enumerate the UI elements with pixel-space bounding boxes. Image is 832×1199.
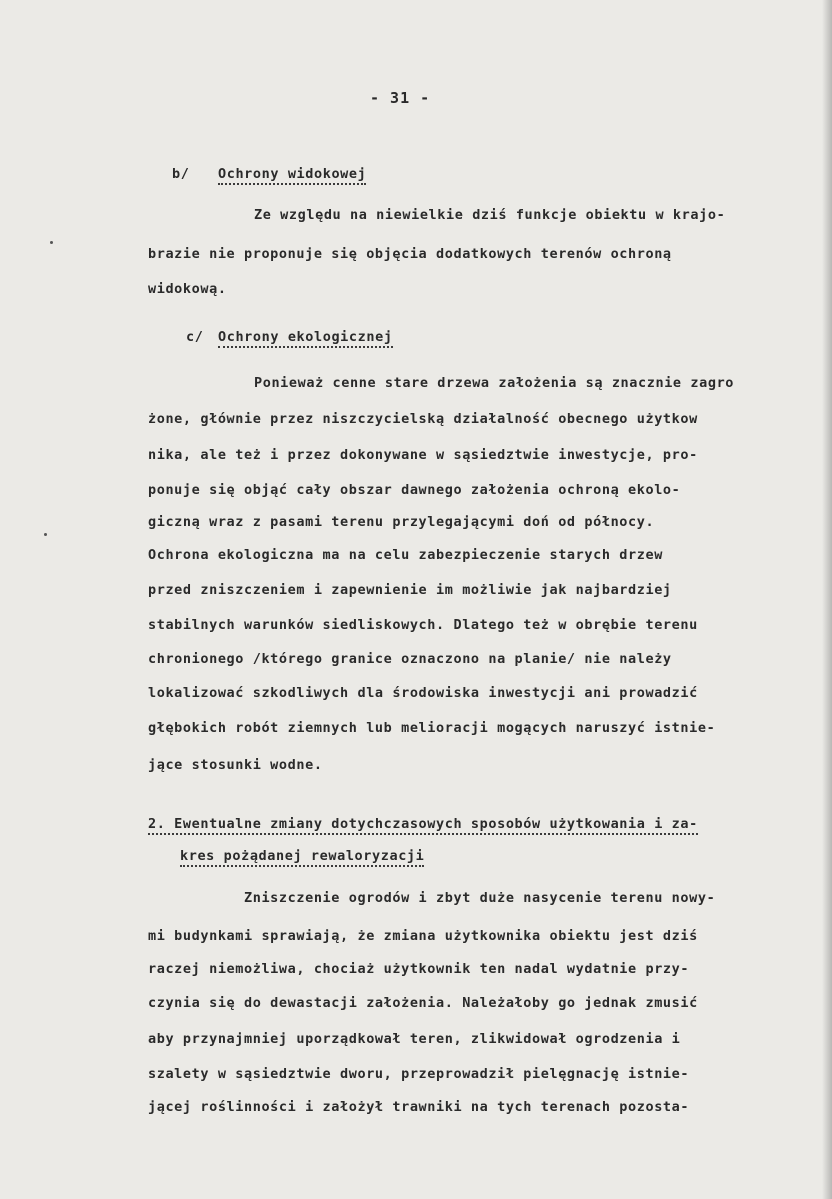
section-c-line-10: lokalizować szkodliwych dla środowiska inwestycji ani prowadzić [148,685,698,701]
section-c-line-5: giczną wraz z pasami terenu przylegającymi doń od północy. [148,514,655,530]
section-2-heading-line-2: kres pożądanej rewaloryzacji [180,848,424,867]
section-b-line-1: Ze względu na niewielkie dziś funkcje obiektu w krajo- [254,207,726,223]
section-b-line-2: brazie nie proponuje się objęcia dodatkowych terenów ochroną [148,246,672,262]
section-c-line-4: ponuje się objąć cały obszar dawnego założenia ochroną ekolo- [148,482,681,498]
section-2-heading-line-1: 2. Ewentualne zmiany dotychczasowych sposobów użytkowania i za- [148,816,698,835]
section-c-line-7: przed zniszczeniem i zapewnienie im możliwie jak najbardziej [148,582,672,598]
section-b-heading: Ochrony widokowej [218,166,366,185]
section-c-line-3: nika, ale też i przez dokonywane w sąsiedztwie inwestycje, pro- [148,447,698,463]
section-c-line-6: Ochrona ekologiczna ma na celu zabezpieczenie starych drzew [148,547,663,563]
section-c-prefix: c/ [186,329,204,345]
section-2-line-5: aby przynajmniej uporządkował teren, zlikwidował ogrodzenia i [148,1031,681,1047]
section-c-line-2: żone, głównie przez niszczycielską działalność obecnego użytkow [148,411,698,427]
section-c-line-11: głębokich robót ziemnych lub melioracji mogących naruszyć istnie- [148,720,716,736]
section-c-line-8: stabilnych warunków siedliskowych. Dlatego też w obrębie terenu [148,617,698,633]
section-c-line-1: Ponieważ cenne stare drzewa założenia są znacznie zagro [254,375,735,391]
section-2-line-2: mi budynkami sprawiają, że zmiana użytkownika obiektu jest dziś [148,928,698,944]
page-edge-shadow [822,0,832,1199]
scan-speck [44,533,47,536]
section-2-line-7: jącej roślinności i założył trawniki na tych terenach pozosta- [148,1099,690,1115]
section-c-line-12: jące stosunki wodne. [148,757,323,773]
section-2-line-4: czynia się do dewastacji założenia. Należałoby go jednak zmusić [148,995,698,1011]
page-number: - 31 - [370,89,431,107]
section-2-line-6: szalety w sąsiedztwie dworu, przeprowadził pielęgnację istnie- [148,1066,690,1082]
section-2-line-1: Zniszczenie ogrodów i zbyt duże nasycenie terenu nowy- [244,890,716,906]
section-b-prefix: b/ [172,166,190,182]
section-2-line-3: raczej niemożliwa, chociaż użytkownik ten nadal wydatnie przy- [148,961,690,977]
section-c-line-9: chronionego /którego granice oznaczono na planie/ nie należy [148,651,672,667]
scan-speck [50,241,53,244]
section-c-heading: Ochrony ekologicznej [218,329,393,348]
section-b-line-3: widokową. [148,281,227,297]
